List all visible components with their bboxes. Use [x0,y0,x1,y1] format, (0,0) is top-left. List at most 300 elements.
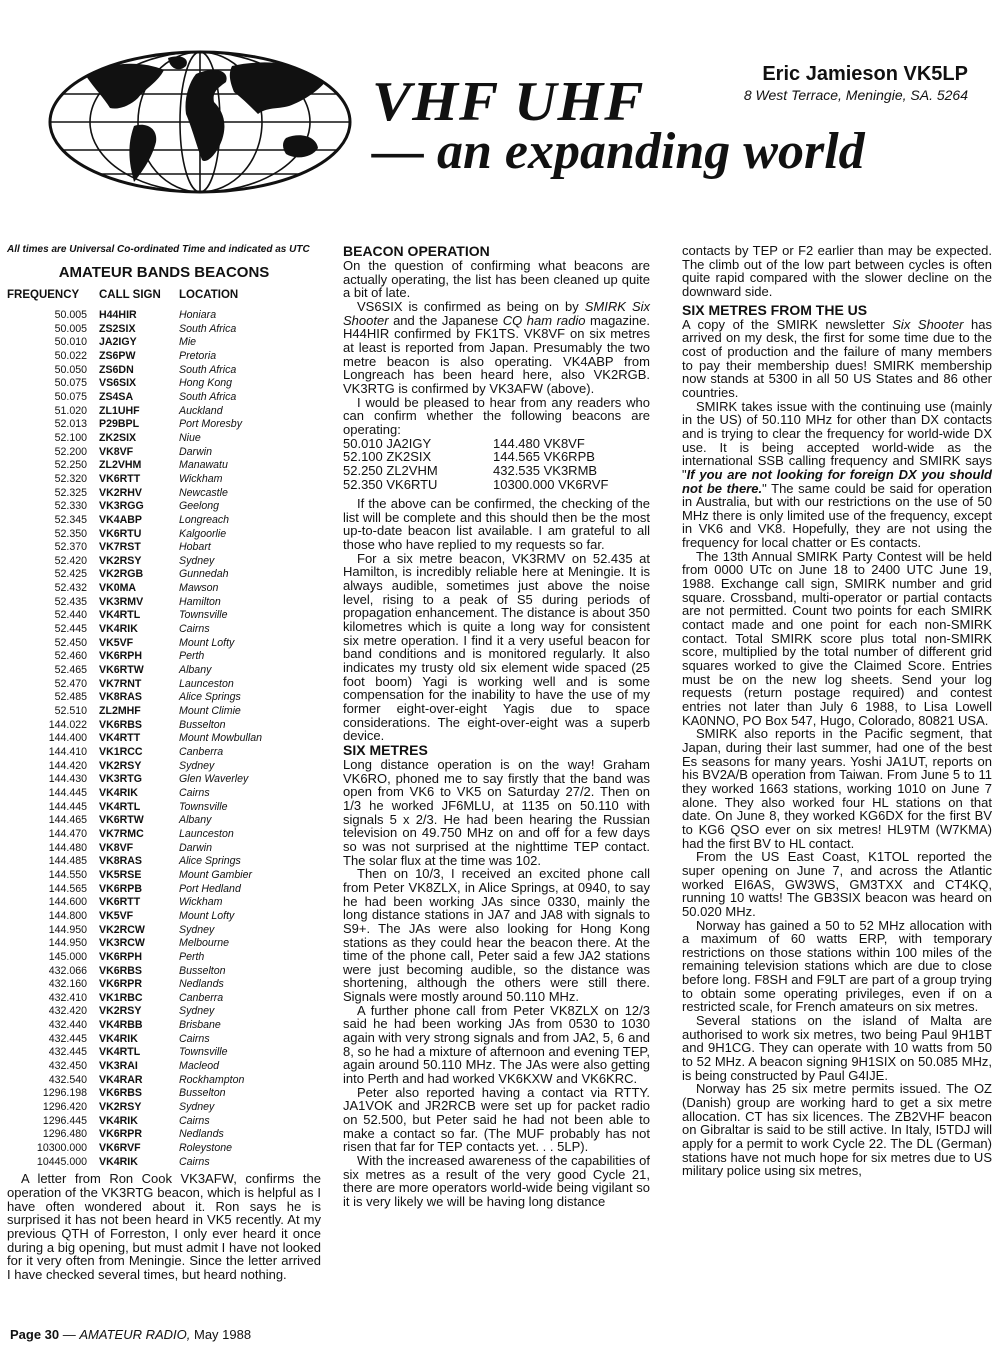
beacon-location: Port Hedland [179,882,241,895]
beacon-location: Mawson [179,582,219,595]
beacon-row [7,336,262,350]
beacon-frequency: 50.075 [54,377,87,390]
beacon-row [7,951,262,965]
beacon-frequency: 144.485 [48,855,87,868]
beacon-location: Alice Springs [179,855,241,868]
utc-note: All times are Universal Co-ordinated Time and indicated as UTC [7,244,310,255]
beacon-callsign: VK8VF [99,445,134,458]
col-header-frequency: FREQUENCY [7,289,80,301]
beacon-location: Sydney [179,759,215,772]
beacon-frequency: 144.430 [48,773,87,786]
beacon-callsign: ZL2VHM [99,459,142,472]
beacon-callsign: VK6RBS [99,1087,142,1100]
text-span: SMIRK takes issue with the continuing use (mainly in the US) of 50.110 MHz for other than DX contacts and is trying to clear the frequency for world-wide DX use. It is being accepted world-wide as the international SSB calling frequency and SMIRK says " [682,398,992,482]
beacon-location: South Africa [179,322,237,335]
section-heading-beacon-operation: BEACON OPERATION [343,243,490,259]
beacon-frequency: 1296.420 [42,1101,87,1114]
issue-date: May 1988 [190,1327,252,1342]
beacon-frequency: 432.450 [48,1060,87,1073]
beacon-frequency: 144.445 [48,800,87,813]
beacon-callsign: VK4RIK [99,786,138,799]
beacon-location: Sydney [179,1101,215,1114]
beacon-row [7,323,262,337]
beacon-frequency: 52.445 [54,623,87,636]
text-span-italic: CQ ham radio [502,312,586,328]
beacon-frequency: 432.066 [48,964,87,977]
beacon-frequency: 10445.000 [36,1155,87,1168]
beacon-frequency: 432.540 [48,1073,87,1086]
beacon-location: Hong Kong [179,377,233,390]
beacon-callsign: VK2RHV [99,486,142,499]
beacon-location: Port Moresby [179,418,242,431]
beacon-callsign: VK6RBS [99,964,142,977]
beacon-location: Albany [179,664,212,677]
beacon-row [7,664,262,678]
beacon-location: Cairns [179,1114,210,1127]
beacon-callsign: VK6RTU [99,527,142,540]
beacon-row [7,1074,262,1088]
beacon-frequency: 432.445 [48,1032,87,1045]
beacon-location: South Africa [179,390,237,403]
beacon-row [7,528,262,542]
text-span-italic: Six Shooter [892,316,964,332]
beacon-location: Wickham [179,896,223,909]
beacon-frequency: 144.420 [48,759,87,772]
beacon-frequency: 52.420 [54,554,87,567]
beacon-frequency: 144.470 [48,827,87,840]
beacon-frequency: 144.950 [48,923,87,936]
page-footer [10,1327,251,1342]
beacon-frequency: 10300.000 [36,1142,87,1155]
beacon-frequency: 50.005 [54,309,87,321]
beacon-location: Glen Waverley [179,773,249,786]
paragraph: Then on 10/3, I received an excited phone call from Peter VK8ZLX, in Alice Springs, at 0940, to say he had been working JAs since 0330, mainly the long distance stations in JA7 and JA8 with signals to S9+. The JAs were also looking for Hong Kong stations as they could hear the beacon there. At the time of the phone call, Peter said a few JA2 stations were just becoming audible, so the distance was shortening, although the others were still there. Signals were mostly around 50.110 MHz. [343,866,650,1005]
beacon-location: Canberra [179,991,224,1004]
beacon-callsign: VK2RSY [99,1005,142,1018]
beacon-row [7,814,262,828]
beacon-location: Perth [179,950,205,963]
beacon-row [7,883,262,897]
beacon-row [7,705,262,719]
beacon-location: Mount Lofty [179,636,235,649]
beacon-row [7,377,262,391]
beacon-frequency: 144.950 [48,937,87,950]
paragraph: The 13th Annual SMIRK Party Contest will be held from 0000 UTc on June 18 to 2400 UTC June 19, 1988. Exchange call sign, SMIRK number and grid square. Crossband, multi-operator or partial contacts are not permitted. Count two points for each SMIRK contact made and one point for each non-SMIRK contact. Total SMIRK score plus total non-SMIRK score, multiplied by the total number of different grid squares worked to give the Claimed Score. Entries must be on the new log sheets. Send your log requests (return postage required) and contest entries not later than July 6 1988, to Lisa Lowell KA0NNO, PO Box 547, Hugo, Colorado, 80821 USA. [682,548,992,728]
beacon-frequency: 52.460 [54,650,87,663]
text-span: A copy of the SMIRK newsletter [682,316,893,332]
beacon-location: Wickham [179,472,223,485]
beacon-callsign: ZS6PW [99,349,136,362]
beacon-frequency: 52.370 [54,541,87,554]
page-number: Page 30 [10,1327,60,1342]
paragraph: On the question of confirming what beacons are actually operating, the list has been cleaned up quite a bit of late. [343,258,650,301]
beacon-callsign: VK3RTG [99,773,142,786]
beacon-location: Townsville [179,1046,228,1059]
beacon-row [7,678,262,692]
beacon-frequency: 1296.480 [42,1128,87,1141]
world-globe-logo [46,48,354,196]
beacon-frequency: 1296.198 [42,1087,87,1100]
beacon-location: Mount Gambier [179,868,253,881]
beacon-row [7,541,262,555]
beacon-location: Busselton [179,1087,226,1100]
beacon-frequency: 50.005 [54,322,87,335]
beacon-row [7,1087,262,1101]
beacon-location: Geelong [179,500,220,513]
beacon-list-entry: 10300.000 VK6RVF [493,476,609,492]
beacon-frequency: 52.470 [54,677,87,690]
beacon-row [7,609,262,623]
beacon-callsign: VK6RPR [99,1128,142,1141]
beacon-callsign: VK8VF [99,841,134,854]
beacon-frequency: 1296.445 [42,1114,87,1127]
beacon-row [7,350,262,364]
beacon-frequency: 144.600 [48,896,87,909]
beacon-callsign: VK6RPH [99,650,142,663]
paragraph: If the above can be confirmed, the checking of the list will be complete and this should then be the most up-to-date beacon list available. I am grateful to all those who have replied to my requests so far. [343,496,650,553]
beacon-row [7,1060,262,1074]
beacon-callsign: VK4ABP [99,513,142,526]
beacon-frequency: 52.325 [54,486,87,499]
paragraph: Several stations on the island of Malta are authorised to work six metres, two being Paul 9H1BT and 9H1CG. They can operate with 10 watts from 50 to 52 MHz. A beacon signing 9H1SIX on 50.085 MHz, is being constructed by Paul G4IJE. [682,1013,992,1083]
beacon-row [7,596,262,610]
beacons-title: AMATEUR BANDS BEACONS [58,264,270,281]
beacon-row [7,487,262,501]
beacon-row [7,1115,262,1129]
beacon-callsign: ZS4SA [99,390,134,403]
beacon-callsign: VK2RSY [99,759,142,772]
beacon-location: Honiara [179,309,217,321]
beacon-location: Mie [179,336,197,349]
beacon-row [7,405,262,419]
beacon-location: Kalgoorlie [179,527,227,540]
beacons-header-row [7,288,262,309]
beacon-callsign: VK2RGB [99,568,144,581]
beacon-callsign: VK4RTL [99,1046,141,1059]
beacon-row [7,650,262,664]
beacon-location: Townsville [179,609,228,622]
beacon-row [7,773,262,787]
paragraph: For a six metre beacon, VK3RMV on 52.435 at Hamilton, is incredibly reliable here at Meningie. It is always audible, sometimes just above the noise level, rising to a peak of S5 during periods of propagation enhancement. The distance is about 350 kilometres which is quite a long way for consistent six metre operation. I find it a very useful beacon for band conditions and is monitored regularly. It also indicates my trusty old six element wide spaced (25 foot boom) Yagi is working well and is some compensation for the inability to have the use of my former eight-over-eight Yagis due to space considerations. The eight-over-eight was a superb device. [343,550,650,744]
beacon-location: Perth [179,650,205,663]
beacon-row [7,1128,262,1142]
beacon-location: Rockhampton [179,1073,245,1086]
beacon-location: Pretoria [179,349,217,362]
author-address: 8 West Terrace, Meningie, SA. 5264 [743,87,968,103]
beacon-row [7,869,262,883]
beacon-frequency: 52.440 [54,609,87,622]
beacon-frequency: 52.425 [54,568,87,581]
beacon-callsign: VK8RAS [99,855,142,868]
beacon-row [7,473,262,487]
beacon-location: Mount Climie [179,705,241,718]
beacon-row [7,732,262,746]
beacon-row [7,978,262,992]
paragraph: From the US East Coast, K1TOL reported the super opening on June 7, and across the Atlantic worked EI6AS, GW3WS, GM3TXX and CT4KQ, running 10 watts! The GB3SIX beacon was heard on 50.020 MHz. [682,849,992,919]
beacon-location: Cairns [179,1155,210,1168]
beacon-callsign: H44HIR [99,309,137,321]
beacon-frequency: 52.485 [54,691,87,704]
beacon-location: Cairns [179,786,210,799]
beacon-callsign: VK4RTT [99,732,141,745]
beacon-row [7,1033,262,1047]
beacon-frequency: 52.432 [54,582,87,595]
beacon-frequency: 50.050 [54,363,87,376]
beacon-frequency: 52.100 [54,431,87,444]
beacon-row [7,637,262,651]
beacon-callsign: VK6RPR [99,978,142,991]
beacon-location: Sydney [179,1005,215,1018]
beacons-table [7,288,262,1169]
beacons-body [7,309,262,1169]
beacon-callsign: VK6RPH [99,950,142,963]
beacon-callsign: VK5RSE [99,868,142,881]
beacon-frequency: 52.200 [54,445,87,458]
beacon-row [7,1101,262,1115]
paragraph: A further phone call from Peter VK8ZLX on 12/3 said he had been working JAs from 0530 to 1030 again with very strong signals and from JA2, 5, 6 and 8, so he had a mixture of afternoon and evening TEP, again around 50.110 MHz. The JAs were also getting into Perth and had worked VK6KXW and VK6KRC. [343,1002,650,1087]
column-3 [682,244,992,1178]
beacon-location: Cairns [179,623,210,636]
beacon-row [7,787,262,801]
paragraph [343,300,650,396]
beacon-location: Busselton [179,718,226,731]
beacon-row [7,801,262,815]
beacon-location: Launceston [179,827,234,840]
beacon-callsign: VK5VF [99,636,134,649]
beacon-location: Auckland [179,404,223,417]
beacon-row [7,1019,262,1033]
beacon-location: Niue [179,431,201,444]
paragraph: Norway has gained a 50 to 52 MHz allocation with a maximum of 60 watts ERP, with temporary restrictions on those stations within 100 miles of the remaining television stations which are due to close before long. F8SH and F9LT are part of a group trying to obtain some operating privileges, even if on a restricted scale, for French amateurs on six metres. [682,917,992,1015]
beacon-callsign: VK6RTW [99,814,144,827]
beacon-location: Townsville [179,800,228,813]
text-span: " The same could be said for operation in Australia, but with our restrictions on the use of 50 MHz there is only limited use of the frequency, except in VK6 and VK8. Hopefully, they are not using the frequency for local chatter or Es contacts. [682,480,992,551]
beacon-row [7,500,262,514]
text-span-bold-italic: If you are not looking for foreign DX you should not be there. [682,466,992,496]
beacon-location: Mount Mowbullan [179,732,263,745]
beacon-frequency: 50.010 [54,336,87,349]
beacon-location: South Africa [179,363,237,376]
beacon-callsign: VK6RBS [99,718,142,731]
beacon-frequency: 52.320 [54,472,87,485]
beacon-callsign: VK2RSY [99,1101,142,1114]
beacon-frequency: 144.565 [48,882,87,895]
beacon-location: Mount Lofty [179,909,235,922]
beacon-callsign: VK6RPB [99,882,142,895]
beacon-frequency: 144.480 [48,841,87,854]
beacon-callsign: VK2RSY [99,554,142,567]
beacon-location: Sydney [179,554,215,567]
beacon-confirm-list [343,437,650,492]
beacon-row [7,828,262,842]
beacon-row [7,446,262,460]
beacon-row [7,937,262,951]
beacon-frequency: 145.000 [48,950,87,963]
beacon-row [7,555,262,569]
beacon-frequency: 52.330 [54,500,87,513]
author-name: Eric Jamieson VK5LP [762,63,968,85]
beacon-frequency: 432.410 [48,991,87,1004]
col-header-location: LOCATION [179,289,239,301]
beacon-row [7,459,262,473]
beacon-row [7,924,262,938]
beacon-list-entry: 144.480 VK8VF [493,435,585,451]
author-block [744,62,968,104]
beacon-frequency: 52.013 [54,418,87,431]
beacon-row [7,992,262,1006]
beacon-row [7,842,262,856]
col-header-callsign: CALL SIGN [99,289,161,301]
beacon-callsign: VK8RAS [99,691,142,704]
beacon-callsign: VK6RTT [99,896,141,909]
beacon-callsign: ZL1UHF [99,404,140,417]
beacon-location: Sydney [179,923,215,936]
beacon-frequency: 144.550 [48,868,87,881]
beacon-callsign: VK2RCW [99,923,145,936]
beacon-row [7,568,262,582]
beacon-frequency: 52.435 [54,595,87,608]
beacon-row [7,309,262,323]
beacon-frequency: 50.022 [54,349,87,362]
beacon-row [7,1046,262,1060]
beacon-row [7,691,262,705]
beacon-callsign: VK1RBC [99,991,143,1004]
beacon-row [7,760,262,774]
beacon-frequency: 144.400 [48,732,87,745]
beacon-row [7,391,262,405]
beacon-location: Darwin [179,841,212,854]
paragraph: SMIRK also reports in the Pacific segment, that Japan, during their last summer, had one of the best Es seasons for many years. Yoshi JA1UT, reports on his BV2A/B operation from Taiwan. From June 5 to 11 they worked 1663 stations, working 1010 on June 7 alone. They also worked four HL stations on that date. On June 8, they worked KG6DX for the first BV to KG6 QSO ever on six metres! HL9TM (W7KMA) had the first BV to HL contact. [682,726,992,851]
paragraph: With the increased awareness of the capabilities of six metres as a result of the very good Cycle 21, there are more operators world-wide being vigilant so it is very likely we will be having long distance [343,1153,650,1209]
beacon-list-entry: 52.350 VK6RTU [343,476,438,492]
beacon-row [7,1142,262,1156]
magazine-name: AMATEUR RADIO, [79,1327,191,1342]
beacon-location: Busselton [179,964,226,977]
beacon-callsign: ZS2SIX [99,322,136,335]
heading-title-line2: — an expanding world [372,123,865,180]
beacon-location: Cairns [179,1032,210,1045]
beacon-frequency: 144.410 [48,746,87,758]
beacon-row [7,719,262,733]
beacon-frequency: 52.465 [54,664,87,677]
column-1 [7,244,321,1282]
beacon-row [7,432,262,446]
beacon-frequency: 52.250 [54,459,87,472]
beacon-row [7,623,262,637]
text-span: and the Japanese [388,312,503,328]
beacon-location: Albany [179,814,212,827]
paragraph: Norway has 25 six metre permits issued. The OZ (Danish) group are working hard to get a six metre allocation. CT has six licences. The ZB2VHF beacon on Gibraltar is said to be still active. In Italy, I5TDJ will apply for a permit to work Cycle 22. The DL (German) stations have not much hope for six metres due to US military police using six metres, [682,1081,992,1179]
heading-title-line1: VHF UHF [372,71,645,133]
section-heading-six-metres: SIX METRES [343,741,428,758]
beacon-callsign: P29BPL [99,418,140,431]
text-span: has arrived on my desk, the first for some time due to the cost of production and the failure of many members to pay their membership dues! SMIRK membership now stands at 5300 in all 50 US States and 86 other countries. [682,316,992,400]
beacon-callsign: VK4RIK [99,1114,138,1127]
beacon-row [7,746,262,760]
beacon-row [7,514,262,528]
beacon-location: Launceston [179,677,234,690]
paragraph [682,400,992,550]
text-span-italic: SMIRK Six Shooter [343,298,650,328]
beacon-list-entry: 52.250 ZL2VHM [343,462,438,478]
beacon-location: Brisbane [179,1019,221,1032]
beacon-callsign: VK4RIK [99,623,138,636]
beacon-row [7,965,262,979]
beacon-location: Alice Springs [179,691,241,704]
beacon-callsign: VK7RST [99,541,141,554]
beacon-callsign: VK3RGG [99,500,144,513]
beacon-location: Nedlands [179,1128,224,1141]
beacon-row [7,1005,262,1019]
paragraph: contacts by TEP or F2 earlier than may be expected. The climb out of the low part between cycles is often quite rapid compared with the slower decline on the downward side. [682,243,992,299]
beacon-frequency: 432.445 [48,1046,87,1059]
beacon-callsign: ZK2SIX [99,431,137,444]
beacon-callsign: VK6RTW [99,664,144,677]
beacon-frequency: 52.345 [54,513,87,526]
beacon-callsign: VS6SIX [99,377,137,390]
beacon-callsign: VK7RMC [99,827,144,840]
text-span: VS6SIX is confirmed as being on by [357,298,585,314]
beacon-row [7,582,262,596]
beacon-callsign: VK3RCW [99,937,145,950]
beacon-frequency: 144.445 [48,786,87,799]
beacon-list-entry: 432.535 VK3RMB [493,462,598,478]
beacon-location: Newcastle [179,486,228,499]
paragraph: Peter also reported having a contact via RTTY. JA1VOK and JR2RCB were set up for packet radio on 52.500, but Peter said he had not been able to make a contact so far. (The MUF probably has not risen that far for TEP contacts yet. . . 5LP). [343,1084,650,1155]
column-2 [343,244,650,1209]
beacon-row [7,1156,262,1170]
beacon-location: Hamilton [179,595,221,608]
beacon-frequency: 52.350 [54,527,87,540]
beacon-frequency: 432.160 [48,978,87,991]
beacon-location: Nedlands [179,978,224,991]
beacon-list-entry: 52.100 ZK2SIX [343,449,432,465]
beacon-row [7,896,262,910]
beacon-location: Manawatu [179,459,228,472]
beacon-frequency: 50.075 [54,390,87,403]
beacon-location: Macleod [179,1060,220,1073]
beacon-frequency: 144.022 [48,718,87,731]
beacon-callsign: VK4RAR [99,1073,143,1086]
beacon-callsign: VK3RAI [99,1060,138,1073]
beacon-callsign: ZS6DN [99,363,134,376]
beacon-location: Gunnedah [179,568,229,581]
beacon-callsign: VK0MA [99,582,137,595]
section-heading-six-metres-us: SIX METRES FROM THE US [682,301,868,318]
footer-dash: — [59,1327,80,1342]
beacon-location: Canberra [179,746,224,758]
text-span: magazine. H44HIR confirmed by FK1TS. VK8VF on six metres at least is reported from Japan. Presumably the two metre beacon is also operating. VK4ABP from Longreach has been heard here, also VK2RGB. VK3RTG is confirmed by VK3AFW (above). [343,312,650,396]
beacon-row [7,418,262,432]
beacon-frequency: 52.450 [54,636,87,649]
beacon-row [7,910,262,924]
beacon-callsign: VK4RIK [99,1155,138,1168]
beacon-row [7,855,262,869]
beacon-callsign: VK6RVF [99,1142,141,1155]
beacon-callsign: VK5VF [99,909,134,922]
beacon-frequency: 432.440 [48,1019,87,1032]
beacon-row [7,364,262,378]
paragraph: A letter from Ron Cook VK3AFW, confirms the operation of the VK3RTG beacon, which is helpful as I have often wondered about it. Ron says he is surprised it has not been heard in VK5 recently. At my previous QTH of Forreston, I only ever heard it once during a big opening, but must admit I have not looked for it very often from Meningie. Since the letter arrived I have checked several times, but heard nothing. [7,1171,321,1282]
beacon-callsign: JA2IGY [99,336,137,349]
paragraph [682,318,992,400]
beacon-frequency: 144.800 [48,909,87,922]
beacon-callsign: VK4RIK [99,1032,138,1045]
beacon-location: Hobart [179,541,211,554]
beacon-callsign: VK4RTL [99,609,141,622]
beacon-frequency: 432.420 [48,1005,87,1018]
beacon-frequency: 144.465 [48,814,87,827]
